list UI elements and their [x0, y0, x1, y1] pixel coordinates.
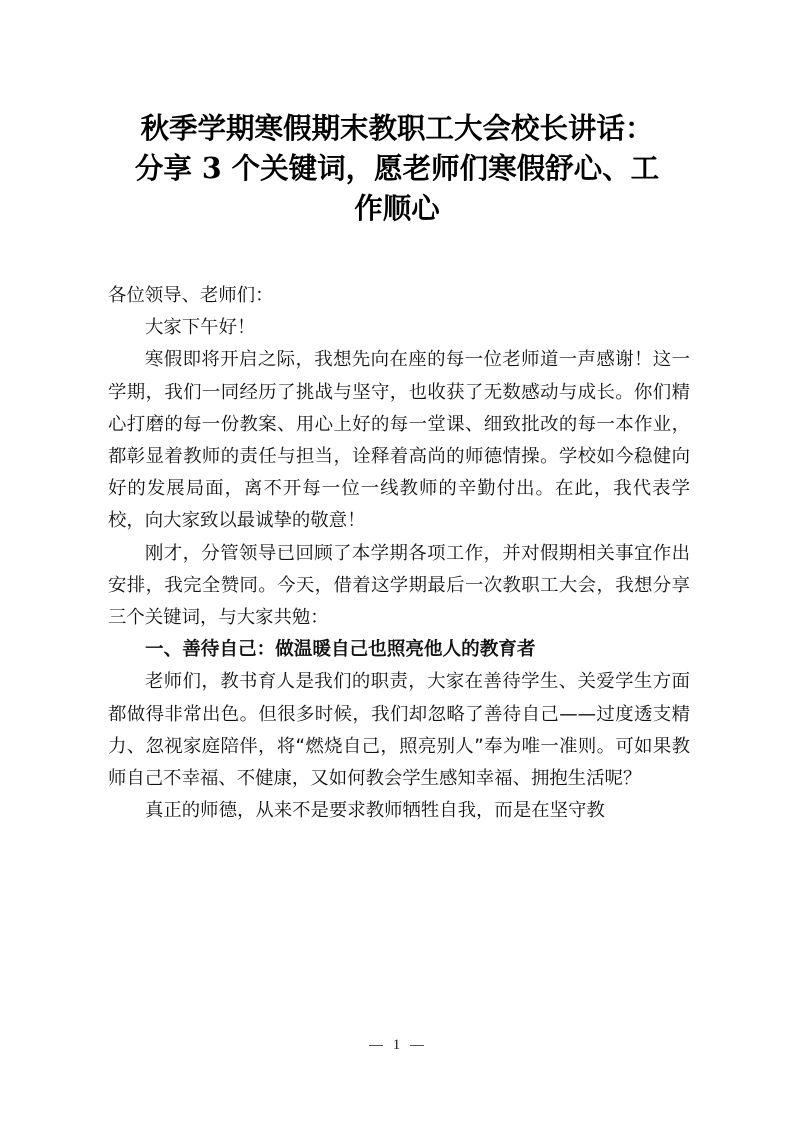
salutation: 各位领导、老师们：: [108, 285, 274, 306]
section-paragraph-2: 真正的师德，从来不是要求教师牺牲自我，而是在坚守教: [145, 800, 605, 822]
page-footer: [0, 1037, 793, 1054]
title-line-3: 作顺心: [354, 191, 440, 225]
greeting-paragraph: 大家下午好！: [145, 317, 256, 339]
thanks-paragraph: 寒假即将开启之际，我想先向在座的每一位老师道一声感谢！这一学期，我们一同经历了挑战与坚守，也收获了无数感动与成长。你们精心打磨的每一份教案、用心上好的每一堂课、细致批改的每一本作业，都彰显着教师的责任与担当，诠释着高尚的师德情操。学校如今稳健向好的发展局面，离不开每一位一线教师的辛勤付出。在此，我代表学校，向大家致以最诚挚的敬意！: [108, 349, 690, 532]
document-title: [100, 108, 694, 228]
intro-paragraph: 刚才，分管领导已回顾了本学期各项工作，并对假期相关事宜作出安排，我完全赞同。今天，借着这学期最后一次教职工大会，我想分享三个关键词，与大家共勉：: [108, 542, 690, 629]
footer-dash-left: [369, 1045, 383, 1046]
footer-dash-right: [410, 1045, 424, 1046]
title-line-1: 秋季学期寒假期末教职工大会校长讲话：: [140, 111, 654, 145]
title-line-2: 分享 3 个关键词，愿老师们寒假舒心、工: [134, 151, 660, 185]
page-number: 1: [392, 1037, 401, 1053]
section-heading-1: 一、善待自己：做温暖自己也照亮他人的教育者: [145, 639, 536, 661]
document-body: [108, 280, 690, 827]
section-paragraph-1: 老师们，教书育人是我们的职责，大家在善待学生、关爱学生方面都做得非常出色。但很多时候，我们却忽略了善待自己——过度透支精力、忽视家庭陪伴，将“燃烧自己，照亮别人”奉为唯一准则。可如果教师自己不幸福、不健康，又如何教会学生感知幸福、拥抱生活呢？: [108, 671, 690, 790]
